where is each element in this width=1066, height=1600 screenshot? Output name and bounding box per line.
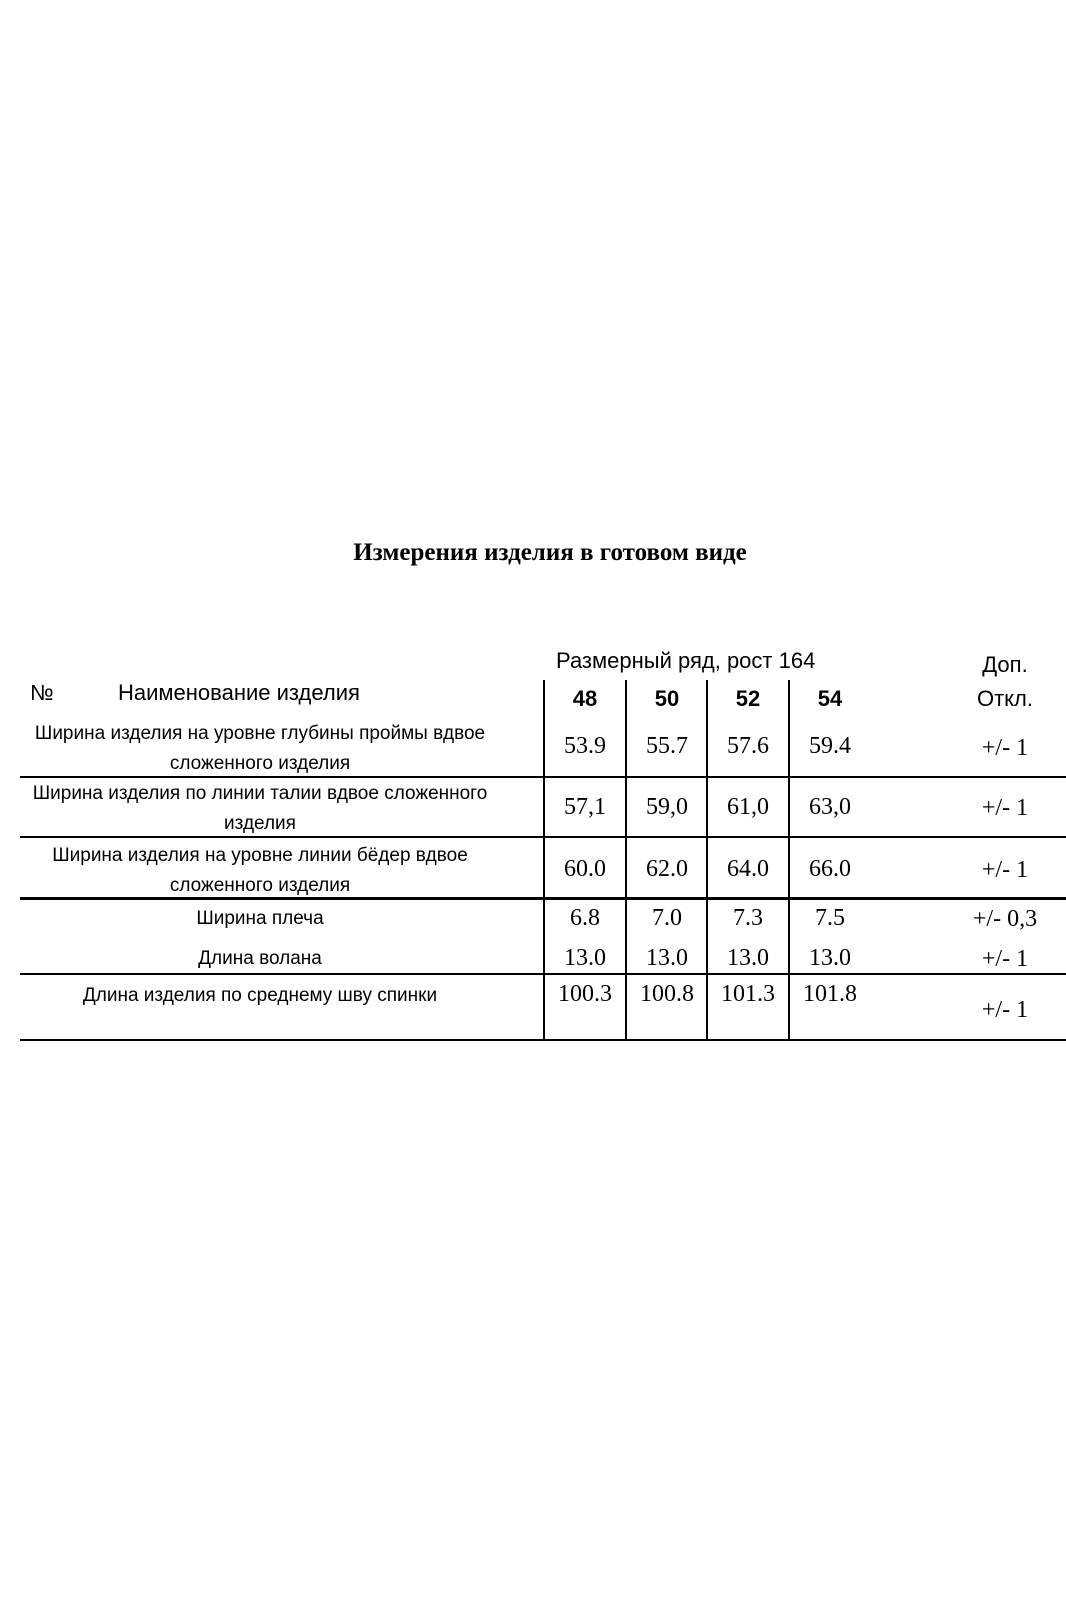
row-name: Ширина изделия по линии талии вдвое сложенного изделия <box>32 783 488 834</box>
table-cell: 61,0 <box>727 794 769 820</box>
row-deviation: +/- 1 <box>981 795 1029 821</box>
row-name: Ширина изделия на уровне линии бёдер вдвое сложенного изделия <box>52 845 468 896</box>
row-deviation: +/- 1 <box>981 857 1029 883</box>
table-cell: 13.0 <box>646 945 688 971</box>
row-deviation: +/- 1 <box>981 997 1029 1023</box>
column-header-deviation: Доп. Откл. <box>976 652 1033 711</box>
row-deviation: +/- 1 <box>981 946 1029 972</box>
row-name: Длина изделия по среднему шву спинки <box>82 985 438 1006</box>
table-cell: 100.8 <box>640 981 694 1007</box>
column-divider <box>706 680 708 1041</box>
column-header-size-range: Размерный ряд, рост 164 <box>556 648 816 673</box>
table-cell: 53.9 <box>564 733 606 759</box>
row-deviation: +/- 1 <box>981 735 1029 761</box>
page-title: Измерения изделия в готовом виде <box>353 539 747 566</box>
table-cell: 66.0 <box>809 856 851 882</box>
size-header: 50 <box>654 686 680 711</box>
table-cell: 59,0 <box>646 794 688 820</box>
table-cell: 62.0 <box>646 856 688 882</box>
column-header-number: № <box>30 680 54 705</box>
table-cell: 63,0 <box>809 794 851 820</box>
table-cell: 101.3 <box>721 981 775 1007</box>
table-cell: 13.0 <box>809 945 851 971</box>
table-cell: 7.0 <box>652 905 682 931</box>
table-cell: 13.0 <box>564 945 606 971</box>
table-cell: 100.3 <box>558 981 612 1007</box>
column-divider <box>788 680 790 1041</box>
column-divider <box>543 680 545 1041</box>
table-cell: 59.4 <box>809 733 851 759</box>
table-cell: 60.0 <box>564 856 606 882</box>
row-name: Длина волана <box>198 948 322 969</box>
row-deviation: +/- 0,3 <box>972 906 1038 932</box>
row-name: Ширина плеча <box>196 908 324 929</box>
table-cell: 57,1 <box>564 794 606 820</box>
size-header: 48 <box>572 686 598 711</box>
table-cell: 13.0 <box>727 945 769 971</box>
column-header-name: Наименование изделия <box>118 680 360 705</box>
size-header: 52 <box>735 686 761 711</box>
table-cell: 7.3 <box>733 905 763 931</box>
table-cell: 57.6 <box>727 733 769 759</box>
table-cell: 6.8 <box>570 905 600 931</box>
table-cell: 7.5 <box>815 905 845 931</box>
table-cell: 64.0 <box>727 856 769 882</box>
column-divider <box>625 680 627 1041</box>
size-header: 54 <box>817 686 843 711</box>
table-cell: 55.7 <box>646 733 688 759</box>
row-name: Ширина изделия на уровне глубины проймы вдвое сложенного изделия <box>34 723 486 774</box>
table-cell: 101.8 <box>803 981 857 1007</box>
